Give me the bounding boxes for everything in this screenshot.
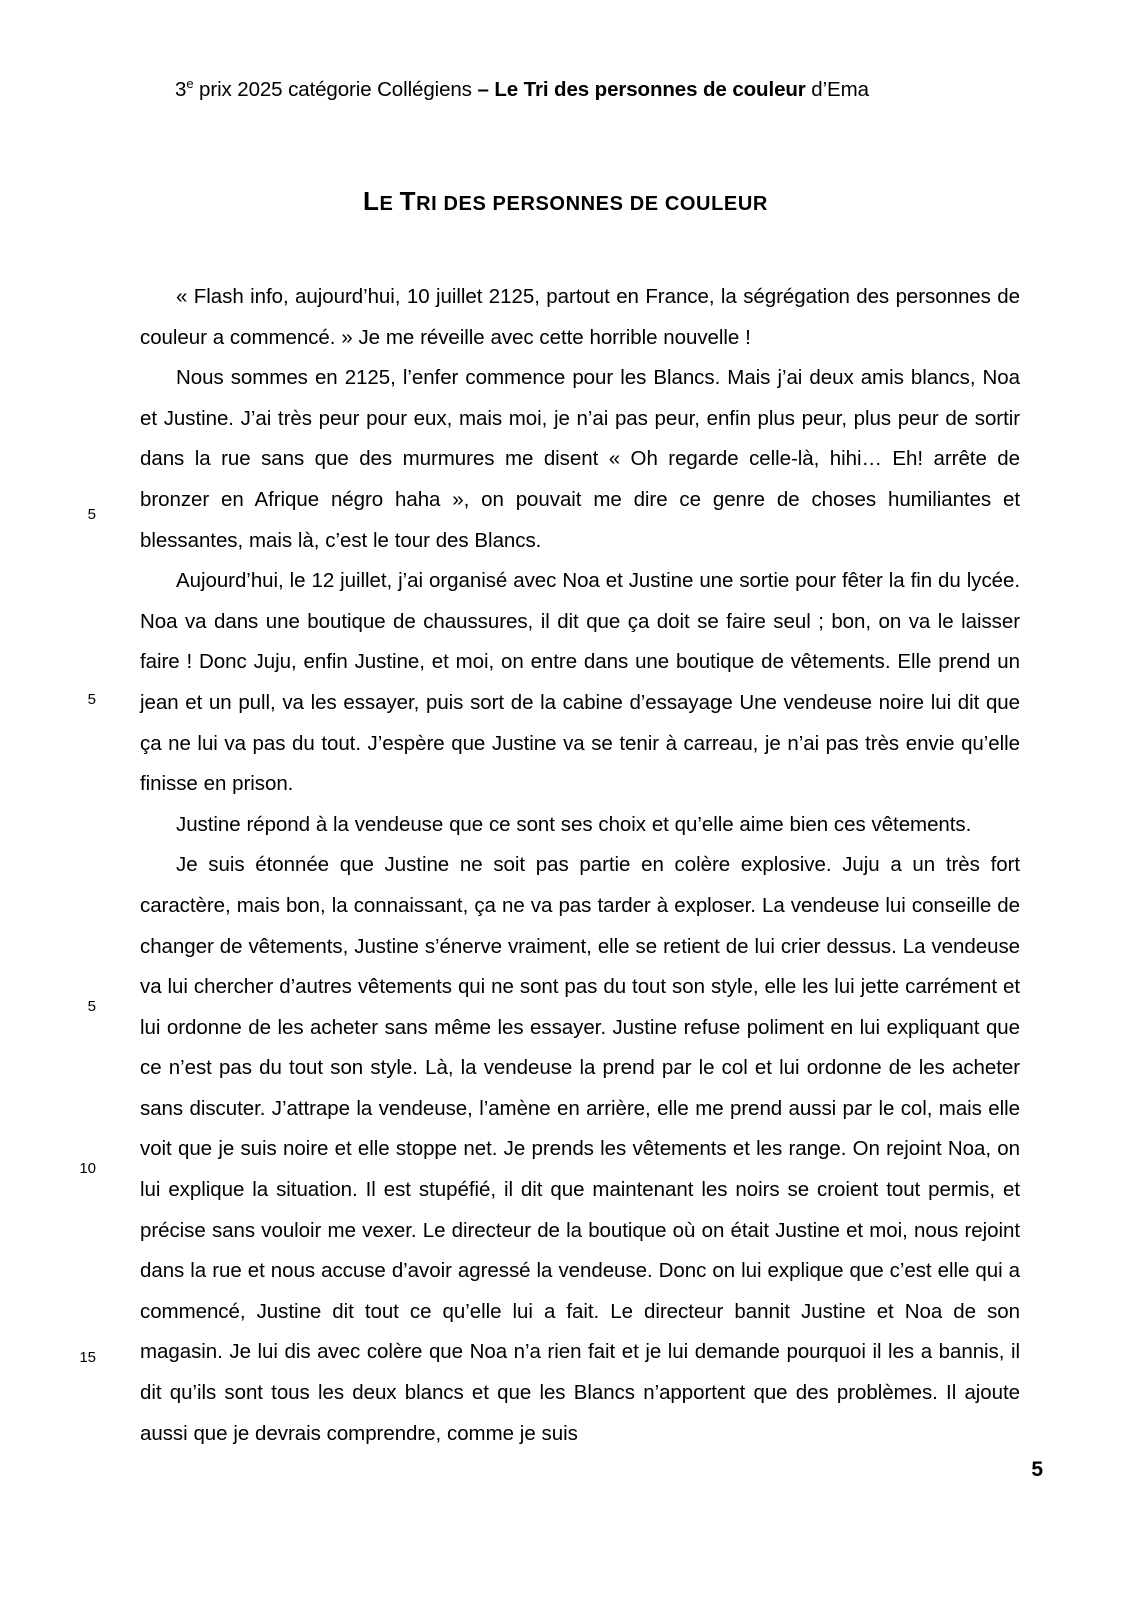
running-head (175, 78, 975, 103)
paragraph: Je suis étonnée que Justine ne soit pas partie en colère explosive. Juju a un très fort caractère, mais bon, la connaissant, ça ne va pas tarder à exploser. La vendeuse lui conseille de changer de vêtements, Justine s’énerve vraiment, elle se retient de lui crier dessus. La vendeuse va lui chercher d’autres vêtements qui ne sont pas du tout son style, elle les lui jette carrément et lui ordonne de les acheter sans même les essayer. Justine refuse poliment en lui expliquant que ce n’est pas du tout son style. Là, la vendeuse la prend par le col et lui ordonne de les acheter sans discuter. J’attrape la vendeuse, l’amène en arrière, elle me prend aussi par le col, mais elle voit que je suis noire et elle stoppe net. Je prends les vêtements et les range. On rejoint Noa, on lui explique la situation. Il est stupéfié, il dit que maintenant les noirs se croient tout permis, et précise sans vouloir me vexer. Le directeur de la boutique où on était Justine et moi, nous rejoint dans la rue et nous accuse d’avoir agressé la vendeuse. Donc on lui explique que c’est elle qui a commencé, Justine dit tout ce qu’elle lui a fait. Le directeur bannit Justine et Noa de son magasin. Je lui dis avec colère que Noa n’a rien fait et je lui demande pourquoi il les a bannis, il dit qu’ils sont tous les deux blancs et que les Blancs n’apportent que des problèmes. Il ajoute aussi que je devrais comprendre, comme je suis (140, 853, 1020, 1445)
title-cap-l: L (363, 186, 380, 217)
paragraph: Justine répond à la vendeuse que ce sont ses choix et qu’elle aime bien ces vêtements. (176, 812, 972, 836)
running-head-author: d’Ema (805, 78, 869, 101)
paragraph: Aujourd’hui, le 12 juillet, j’ai organisé avec Noa et Justine une sortie pour fêter la fin du lycée. Noa va dans une boutique de chaussures, il dit que ça doit se faire seul ; bon, on va le laisser faire ! Donc Juju, enfin Justine, et moi, on entre dans une boutique de vêtements. Elle prend un jean et un pull, va les essayer, puis sort de la cabine d’essayage Une vendeuse noire lui dit que ça ne lui va pas du tout. J’espère que Justine va se tenir à carreau, je n’ai pas très envie qu’elle finisse en prison. (140, 569, 1020, 796)
page-number: 5 (1031, 1458, 1043, 1481)
title-rest-le: E (379, 193, 400, 216)
running-head-prefix: 3 (175, 78, 187, 101)
page-title (0, 186, 1131, 217)
title-rest: RI DES PERSONNES DE COULEUR (416, 193, 768, 216)
line-number: 10 (79, 1160, 96, 1177)
body-text (140, 277, 1020, 1454)
paragraph: Nous sommes en 2125, l’enfer commence pour les Blancs. Mais j’ai deux amis blancs, Noa et Justine. J’ai très peur pour eux, mais moi, je n’ai pas peur, enfin plus peur, plus peur de sortir dans la rue sans que des murmures me disent « Oh regarde celle-là, hihi… Eh! arrête de bronzer en Afrique négro haha », on pouvait me dire ce genre de choses humiliantes et blessantes, mais là, c’est le tour des Blancs. (140, 366, 1020, 552)
line-number: 5 (87, 506, 96, 523)
running-head-middle: prix 2025 catégorie Collégiens (193, 78, 478, 101)
running-head-work-title: Le Tri des personnes de couleur (494, 78, 806, 101)
running-head-ordinal-suffix: e (186, 76, 194, 92)
line-number-gutter (0, 0, 140, 1600)
title-cap-t: T (399, 186, 417, 217)
paragraph: « Flash info, aujourd’hui, 10 juillet 2125, partout en France, la ségrégation des personnes de couleur a commencé. » Je me réveille avec cette horrible nouvelle ! (140, 285, 1020, 349)
line-number: 5 (87, 998, 96, 1015)
line-number: 15 (79, 1349, 96, 1366)
running-head-dash: – (477, 78, 495, 101)
line-number: 5 (87, 691, 96, 708)
